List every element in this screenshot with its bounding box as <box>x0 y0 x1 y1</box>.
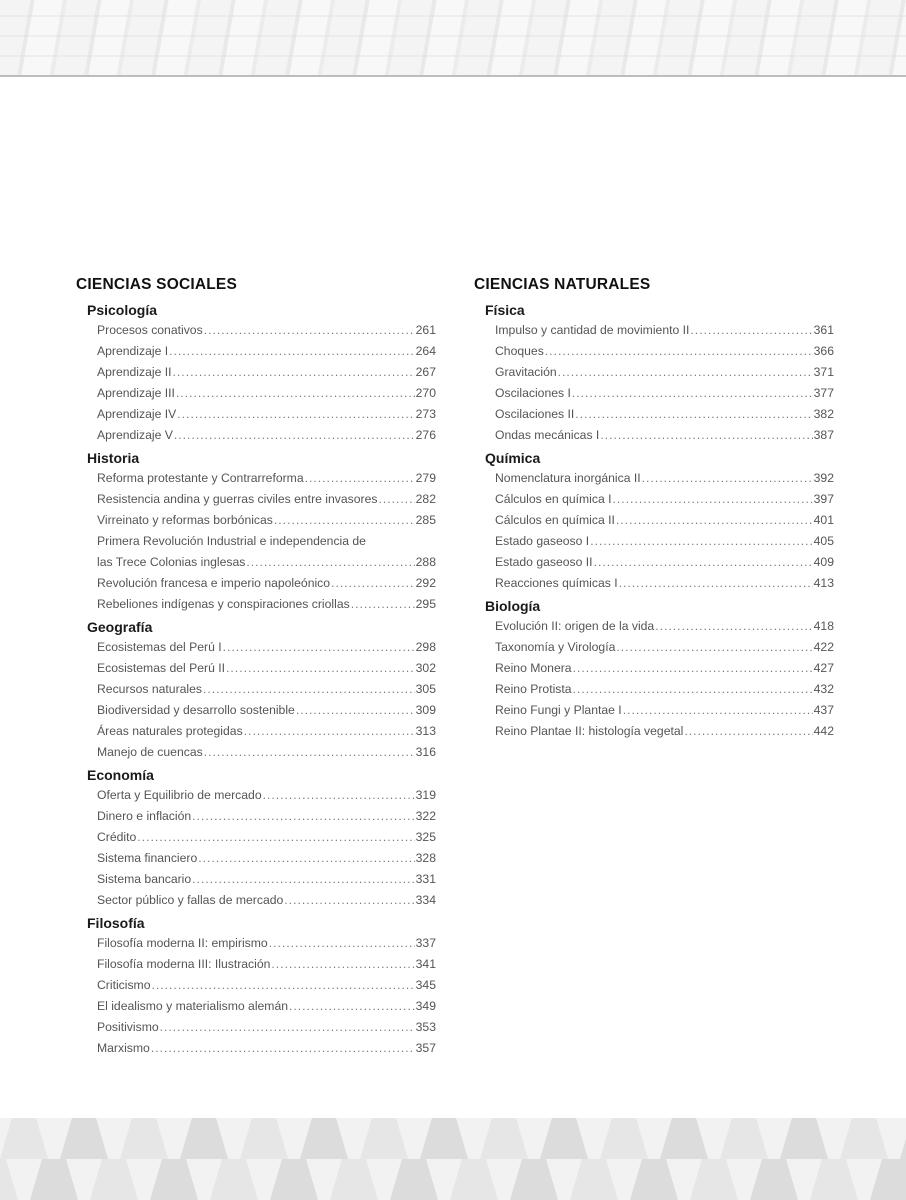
dot-leader <box>558 362 813 383</box>
entry-title: Cálculos en química II <box>495 513 615 527</box>
dot-leader <box>642 468 813 489</box>
entry-title: Estado gaseoso I <box>495 534 590 548</box>
entry-title: Sector público y fallas de mercado <box>97 893 284 907</box>
page-number: 302 <box>415 661 436 675</box>
dot-leader <box>137 827 414 848</box>
page-number: 392 <box>813 471 834 485</box>
toc-section <box>485 596 834 742</box>
dot-leader <box>152 975 415 996</box>
toc-entry[interactable] <box>97 700 436 721</box>
page-number: 366 <box>813 344 834 358</box>
dot-leader <box>269 933 415 954</box>
page-number: 432 <box>813 682 834 696</box>
dot-leader <box>204 742 415 763</box>
dot-leader <box>305 468 415 489</box>
page-number: 313 <box>415 724 436 738</box>
toc-entry[interactable] <box>97 489 436 510</box>
dot-leader <box>575 404 812 425</box>
dot-leader <box>203 679 415 700</box>
section-title: Física <box>485 302 525 318</box>
dot-leader <box>331 573 415 594</box>
toc-entry[interactable] <box>97 552 436 573</box>
dot-leader <box>246 552 414 573</box>
section-title: Geografía <box>87 619 153 635</box>
toc-entry[interactable] <box>97 975 436 996</box>
page-number: 345 <box>415 978 436 992</box>
page-number: 361 <box>813 323 834 337</box>
dot-leader <box>263 785 415 806</box>
entry-title: Oscilaciones I <box>495 386 571 400</box>
entry-title: Cálculos en química I <box>495 492 612 506</box>
page-number: 261 <box>415 323 436 337</box>
toc-entry[interactable] <box>97 362 436 383</box>
page-number: 341 <box>415 957 436 971</box>
page-number: 397 <box>813 492 834 506</box>
toc-entry[interactable] <box>495 362 834 383</box>
page-number: 337 <box>415 936 436 950</box>
page-number: 387 <box>813 428 834 442</box>
dot-leader <box>590 531 812 552</box>
page-number: 285 <box>415 513 436 527</box>
toc-entry[interactable] <box>97 933 436 954</box>
entry-title: Rebeliones indígenas y conspiraciones criollas <box>97 597 350 611</box>
entry-title: Impulso y cantidad de movimiento II <box>495 323 690 337</box>
page-number: 328 <box>415 851 436 865</box>
toc-entry[interactable] <box>97 404 436 425</box>
page-number: 413 <box>813 576 834 590</box>
entry-title: Filosofía moderna II: empirismo <box>97 936 268 950</box>
toc-entry[interactable] <box>97 890 436 911</box>
dot-leader <box>226 658 415 679</box>
entry-title: las Trece Colonias inglesas <box>97 555 246 569</box>
toc-entry[interactable] <box>97 637 436 658</box>
page-number: 267 <box>415 365 436 379</box>
dot-leader <box>274 510 415 531</box>
dot-leader <box>623 700 813 721</box>
toc-entry[interactable] <box>495 404 834 425</box>
toc-entry[interactable] <box>495 510 834 531</box>
toc-section <box>485 300 834 446</box>
entry-title: Biodiversidad y desarrollo sostenible <box>97 703 295 717</box>
dot-leader <box>271 954 414 975</box>
entry-title: Aprendizaje III <box>97 386 175 400</box>
toc-entry[interactable] <box>495 637 834 658</box>
toc-entry[interactable] <box>495 573 834 594</box>
section-title: Psicología <box>87 302 158 318</box>
entry-title: Estado gaseoso II <box>495 555 593 569</box>
section-title: Filosofía <box>87 915 145 931</box>
toc-entry[interactable] <box>97 341 436 362</box>
toc-entry[interactable] <box>97 425 436 446</box>
dot-leader <box>177 404 414 425</box>
toc-entry[interactable] <box>97 954 436 975</box>
toc-entry[interactable] <box>97 510 436 531</box>
entry-title: Reforma protestante y Contrarreforma <box>97 471 304 485</box>
entry-title: Resistencia andina y guerras civiles entre invasores <box>97 492 378 506</box>
toc-entry[interactable] <box>97 658 436 679</box>
toc-section <box>87 300 436 446</box>
toc-entry[interactable] <box>495 383 834 404</box>
entry-title: Ecosistemas del Perú I <box>97 640 222 654</box>
dot-leader <box>616 510 813 531</box>
page-number: 279 <box>415 471 436 485</box>
entry-title: Áreas naturales protegidas <box>97 724 243 738</box>
toc-entry[interactable] <box>97 996 436 1017</box>
toc-section <box>87 913 436 1059</box>
section-title: Economía <box>87 767 154 783</box>
dot-leader <box>198 848 414 869</box>
toc-entry[interactable] <box>97 1017 436 1038</box>
area-title: CIENCIAS NATURALES <box>474 276 651 293</box>
entry-title: Aprendizaje IV <box>97 407 177 421</box>
entry-title: El idealismo y materialismo alemán <box>97 999 289 1013</box>
entry-title: Virreinato y reformas borbónicas <box>97 513 273 527</box>
page-number: 331 <box>415 872 436 886</box>
dot-leader <box>616 637 812 658</box>
dot-leader <box>244 721 415 742</box>
dot-leader <box>573 658 813 679</box>
page-number: 371 <box>813 365 834 379</box>
toc-entry[interactable] <box>97 468 436 489</box>
entry-title: Reacciones químicas I <box>495 576 618 590</box>
page-number: 316 <box>415 745 436 759</box>
entry-title: Choques <box>495 344 544 358</box>
dot-leader <box>289 996 415 1017</box>
page-number: 357 <box>415 1041 436 1055</box>
entry-title: Criticismo <box>97 978 151 992</box>
page-number: 377 <box>813 386 834 400</box>
entry-title: Oferta y Equilibrio de mercado <box>97 788 262 802</box>
dot-leader <box>176 383 415 404</box>
page-number: 409 <box>813 555 834 569</box>
dot-leader <box>173 362 415 383</box>
toc-entry[interactable] <box>495 721 834 742</box>
dot-leader <box>690 320 812 341</box>
toc-entry[interactable] <box>97 848 436 869</box>
page-number: 270 <box>415 386 436 400</box>
entry-title: Primera Revolución Industrial e independencia de <box>97 534 366 548</box>
toc-entry[interactable] <box>495 425 834 446</box>
page-number: 325 <box>415 830 436 844</box>
entry-title: Recursos naturales <box>97 682 202 696</box>
toc-entry[interactable] <box>97 785 436 806</box>
dot-leader <box>174 425 415 446</box>
toc-entry[interactable] <box>97 531 436 552</box>
toc-entry[interactable] <box>97 869 436 890</box>
dot-leader <box>573 679 813 700</box>
dot-leader <box>284 890 414 911</box>
toc-entry[interactable] <box>495 658 834 679</box>
dot-leader <box>572 383 813 404</box>
page-number: 273 <box>415 407 436 421</box>
page-number: 401 <box>813 513 834 527</box>
header-divider <box>0 75 906 77</box>
toc-entry[interactable] <box>495 468 834 489</box>
toc-column-ciencias-sociales <box>76 276 436 1059</box>
dot-leader <box>619 573 813 594</box>
dot-leader <box>655 616 812 637</box>
page-number: 319 <box>415 788 436 802</box>
entry-title: Aprendizaje V <box>97 428 173 442</box>
page-number: 305 <box>415 682 436 696</box>
dot-leader <box>351 594 415 615</box>
toc-entry[interactable] <box>495 489 834 510</box>
toc-entry[interactable] <box>97 827 436 848</box>
entry-title: Nomenclatura inorgánica II <box>495 471 641 485</box>
entry-title: Sistema financiero <box>97 851 198 865</box>
toc-section <box>87 448 436 615</box>
entry-title: Reino Monera <box>495 661 572 675</box>
toc-entry[interactable] <box>495 552 834 573</box>
toc-entry[interactable] <box>495 341 834 362</box>
toc-entry[interactable] <box>495 320 834 341</box>
page-number: 309 <box>415 703 436 717</box>
dot-leader <box>684 721 812 742</box>
toc-entry[interactable] <box>97 1038 436 1059</box>
entry-title: Dinero e inflación <box>97 809 192 823</box>
entry-title: Reino Protista <box>495 682 572 696</box>
toc-entry[interactable] <box>495 616 834 637</box>
section-title: Biología <box>485 598 541 614</box>
entry-title: Ondas mecánicas I <box>495 428 600 442</box>
entry-title: Filosofía moderna III: Ilustración <box>97 957 271 971</box>
toc-entry[interactable] <box>97 320 436 341</box>
entry-title: Aprendizaje I <box>97 344 169 358</box>
toc-entry[interactable] <box>97 383 436 404</box>
toc-entry[interactable] <box>495 700 834 721</box>
entry-title: Reino Plantae II: histología vegetal <box>495 724 684 738</box>
page-number: 298 <box>415 640 436 654</box>
toc-entry[interactable] <box>495 531 834 552</box>
page-number: 322 <box>415 809 436 823</box>
section-title: Historia <box>87 450 140 466</box>
entry-title: Positivismo <box>97 1020 159 1034</box>
entry-title: Procesos conativos <box>97 323 203 337</box>
page-number: 292 <box>415 576 436 590</box>
toc-column-ciencias-naturales <box>474 276 834 742</box>
page-number: 437 <box>813 703 834 717</box>
page-number: 418 <box>813 619 834 633</box>
entry-title: Sistema bancario <box>97 872 192 886</box>
area-title: CIENCIAS SOCIALES <box>76 276 238 293</box>
entry-title: Aprendizaje II <box>97 365 172 379</box>
dot-leader <box>378 489 414 510</box>
dot-leader <box>151 1038 415 1059</box>
dot-leader <box>600 425 812 446</box>
dot-leader <box>192 869 414 890</box>
entry-title: Crédito <box>97 830 137 844</box>
toc-entry[interactable] <box>97 594 436 615</box>
toc-entry[interactable] <box>97 573 436 594</box>
page-number: 282 <box>415 492 436 506</box>
dot-leader <box>613 489 813 510</box>
dot-leader <box>223 637 415 658</box>
toc-section <box>87 617 436 763</box>
dot-leader <box>545 341 813 362</box>
toc-entry[interactable] <box>97 679 436 700</box>
page-number: 349 <box>415 999 436 1013</box>
header-decorative-band <box>0 0 906 75</box>
page-number: 264 <box>415 344 436 358</box>
dot-leader <box>169 341 415 362</box>
page-number: 276 <box>415 428 436 442</box>
toc-entry[interactable] <box>97 742 436 763</box>
entry-title: Taxonomía y Virología <box>495 640 616 654</box>
page-number: 422 <box>813 640 834 654</box>
dot-leader <box>160 1017 415 1038</box>
page-number: 442 <box>813 724 834 738</box>
dot-leader <box>192 806 414 827</box>
toc-entry[interactable] <box>97 806 436 827</box>
page-number: 295 <box>415 597 436 611</box>
page-number: 353 <box>415 1020 436 1034</box>
dot-leader <box>594 552 813 573</box>
section-title: Química <box>485 450 541 466</box>
entry-title: Marxismo <box>97 1041 150 1055</box>
entry-title: Evolución II: origen de la vida <box>495 619 655 633</box>
toc-section <box>485 448 834 594</box>
page-number: 405 <box>813 534 834 548</box>
entry-title: Reino Fungi y Plantae I <box>495 703 622 717</box>
page-number: 382 <box>813 407 834 421</box>
footer-decorative-pattern <box>0 1118 906 1200</box>
page-number: 288 <box>415 555 436 569</box>
toc-entry[interactable] <box>97 721 436 742</box>
toc-section <box>87 765 436 911</box>
entry-title: Revolución francesa e imperio napoleónico <box>97 576 331 590</box>
entry-title: Manejo de cuencas <box>97 745 203 759</box>
dot-leader <box>204 320 415 341</box>
entry-title: Ecosistemas del Perú II <box>97 661 226 675</box>
toc-entry[interactable] <box>495 679 834 700</box>
page-number: 427 <box>813 661 834 675</box>
dot-leader <box>296 700 415 721</box>
entry-title: Oscilaciones II <box>495 407 575 421</box>
entry-title: Gravitación <box>495 365 557 379</box>
page-number: 334 <box>415 893 436 907</box>
